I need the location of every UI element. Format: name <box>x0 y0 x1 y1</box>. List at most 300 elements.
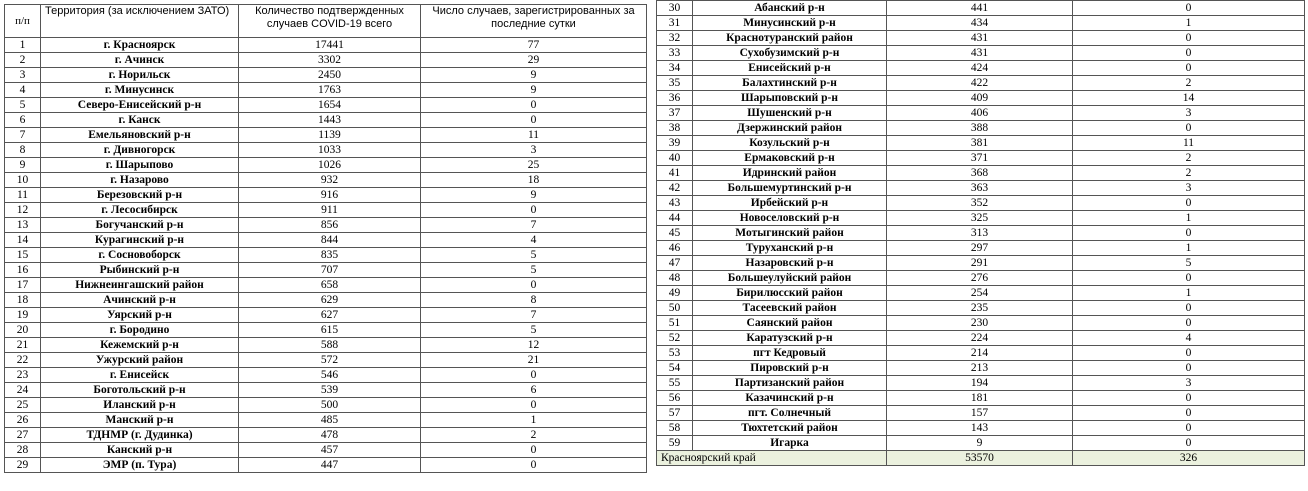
last-day-count: 29 <box>421 53 647 68</box>
row-number: 35 <box>657 76 693 91</box>
territory-name: г. Дивногорск <box>41 143 239 158</box>
table-row <box>657 331 1305 346</box>
last-day-count: 9 <box>421 188 647 203</box>
table-row <box>5 308 647 323</box>
last-day-count: 0 <box>421 98 647 113</box>
row-number: 53 <box>657 346 693 361</box>
table-row <box>5 458 647 473</box>
confirmed-total: 431 <box>887 46 1073 61</box>
table-row <box>657 421 1305 436</box>
confirmed-total: 214 <box>887 346 1073 361</box>
row-number: 5 <box>5 98 41 113</box>
confirmed-total: 1763 <box>239 83 421 98</box>
row-number: 6 <box>5 113 41 128</box>
row-number: 56 <box>657 391 693 406</box>
last-day-count: 9 <box>421 83 647 98</box>
territory-name: Иланский р-н <box>41 398 239 413</box>
last-day-count: 9 <box>421 68 647 83</box>
header-last-day: Число случаев, зарегистрированных за последние сутки <box>421 5 647 38</box>
territory-name: Тасеевский район <box>693 301 887 316</box>
table-row <box>657 346 1305 361</box>
territory-name: Боготольский р-н <box>41 383 239 398</box>
table-row <box>657 406 1305 421</box>
confirmed-total: 422 <box>887 76 1073 91</box>
row-number: 57 <box>657 406 693 421</box>
table-row <box>5 353 647 368</box>
last-day-count: 77 <box>421 38 647 53</box>
territory-name: Каратузский р-н <box>693 331 887 346</box>
territory-name: г. Ачинск <box>41 53 239 68</box>
territory-name: Дзержинский район <box>693 121 887 136</box>
last-day-count: 4 <box>421 233 647 248</box>
confirmed-total: 388 <box>887 121 1073 136</box>
territory-name: Саянский район <box>693 316 887 331</box>
confirmed-total: 291 <box>887 256 1073 271</box>
territory-name: ТДНМР (г. Дудинка) <box>41 428 239 443</box>
table-row <box>5 113 647 128</box>
confirmed-total: 2450 <box>239 68 421 83</box>
territory-name: Новоселовский р-н <box>693 211 887 226</box>
table-row <box>5 83 647 98</box>
last-day-count: 0 <box>1073 301 1305 316</box>
confirmed-total: 143 <box>887 421 1073 436</box>
row-number: 34 <box>657 61 693 76</box>
last-day-count: 0 <box>1073 271 1305 286</box>
last-day-count: 7 <box>421 308 647 323</box>
last-day-count: 11 <box>1073 136 1305 151</box>
confirmed-total: 9 <box>887 436 1073 451</box>
confirmed-total: 313 <box>887 226 1073 241</box>
row-number: 55 <box>657 376 693 391</box>
row-number: 4 <box>5 83 41 98</box>
confirmed-total: 297 <box>887 241 1073 256</box>
row-number: 51 <box>657 316 693 331</box>
table-row <box>5 53 647 68</box>
last-day-count: 0 <box>1073 316 1305 331</box>
territory-name: Минусинский р-н <box>693 16 887 31</box>
row-number: 58 <box>657 421 693 436</box>
confirmed-total: 368 <box>887 166 1073 181</box>
table-row <box>5 128 647 143</box>
territory-name: Игарка <box>693 436 887 451</box>
last-day-count: 3 <box>1073 376 1305 391</box>
territory-name: Енисейский р-н <box>693 61 887 76</box>
confirmed-total: 629 <box>239 293 421 308</box>
territory-name: г. Минусинск <box>41 83 239 98</box>
territory-name: ЭМР (п. Тура) <box>41 458 239 473</box>
total-confirmed: 53570 <box>887 451 1073 466</box>
confirmed-total: 911 <box>239 203 421 218</box>
header-row <box>5 5 647 38</box>
confirmed-total: 17441 <box>239 38 421 53</box>
last-day-count: 7 <box>421 218 647 233</box>
confirmed-total: 254 <box>887 286 1073 301</box>
row-number: 29 <box>5 458 41 473</box>
row-number: 12 <box>5 203 41 218</box>
territory-name: г. Норильск <box>41 68 239 83</box>
territory-name: Тюхтетский район <box>693 421 887 436</box>
table-row <box>657 301 1305 316</box>
last-day-count: 0 <box>1073 436 1305 451</box>
row-number: 45 <box>657 226 693 241</box>
table-row <box>657 76 1305 91</box>
table-row <box>657 61 1305 76</box>
last-day-count: 0 <box>1073 391 1305 406</box>
row-number: 22 <box>5 353 41 368</box>
last-day-count: 5 <box>421 263 647 278</box>
territory-name: Северо-Енисейский р-н <box>41 98 239 113</box>
territory-name: Рыбинский р-н <box>41 263 239 278</box>
last-day-count: 6 <box>421 383 647 398</box>
row-number: 25 <box>5 398 41 413</box>
table-row <box>657 361 1305 376</box>
row-number: 18 <box>5 293 41 308</box>
confirmed-total: 424 <box>887 61 1073 76</box>
last-day-count: 0 <box>1073 406 1305 421</box>
confirmed-total: 441 <box>887 1 1073 16</box>
territory-name: Курагинский р-н <box>41 233 239 248</box>
row-number: 37 <box>657 106 693 121</box>
row-number: 11 <box>5 188 41 203</box>
territory-name: Бирилюсский район <box>693 286 887 301</box>
row-number: 24 <box>5 383 41 398</box>
last-day-count: 1 <box>421 413 647 428</box>
confirmed-total: 539 <box>239 383 421 398</box>
territory-name: Сухобузимский р-н <box>693 46 887 61</box>
total-row <box>657 451 1305 466</box>
row-number: 40 <box>657 151 693 166</box>
table-row <box>657 151 1305 166</box>
territory-name: пгт Кедровый <box>693 346 887 361</box>
confirmed-total: 1026 <box>239 158 421 173</box>
table-row <box>5 188 647 203</box>
confirmed-total: 1654 <box>239 98 421 113</box>
table-row <box>657 226 1305 241</box>
territory-name: Ирбейский р-н <box>693 196 887 211</box>
table-row <box>5 38 647 53</box>
table-row <box>5 158 647 173</box>
row-number: 21 <box>5 338 41 353</box>
table-row <box>657 181 1305 196</box>
table-row <box>657 271 1305 286</box>
row-number: 46 <box>657 241 693 256</box>
row-number: 28 <box>5 443 41 458</box>
territory-name: Богучанский р-н <box>41 218 239 233</box>
table-row <box>657 196 1305 211</box>
last-day-count: 0 <box>1073 361 1305 376</box>
territory-name: г. Шарыпово <box>41 158 239 173</box>
territory-name: Ачинский р-н <box>41 293 239 308</box>
table-row <box>5 323 647 338</box>
confirmed-total: 213 <box>887 361 1073 376</box>
last-day-count: 1 <box>1073 241 1305 256</box>
territory-name: Нижнеингашский район <box>41 278 239 293</box>
confirmed-total: 352 <box>887 196 1073 211</box>
table-row <box>5 368 647 383</box>
territory-name: Пировский р-н <box>693 361 887 376</box>
confirmed-total: 235 <box>887 301 1073 316</box>
territory-name: Партизанский район <box>693 376 887 391</box>
row-number: 31 <box>657 16 693 31</box>
confirmed-total: 224 <box>887 331 1073 346</box>
territory-name: Ужурский район <box>41 353 239 368</box>
last-day-count: 11 <box>421 128 647 143</box>
table-row <box>657 241 1305 256</box>
confirmed-total: 325 <box>887 211 1073 226</box>
territory-name: Ермаковский р-н <box>693 151 887 166</box>
table-row <box>5 383 647 398</box>
last-day-count: 1 <box>1073 211 1305 226</box>
last-day-count: 0 <box>1073 46 1305 61</box>
last-day-count: 2 <box>1073 151 1305 166</box>
last-day-count: 18 <box>421 173 647 188</box>
territory-name: пгт. Солнечный <box>693 406 887 421</box>
table-row <box>5 68 647 83</box>
table-row <box>5 143 647 158</box>
territory-name: Мотыгинский район <box>693 226 887 241</box>
last-day-count: 3 <box>1073 106 1305 121</box>
territory-name: г. Назарово <box>41 173 239 188</box>
confirmed-total: 707 <box>239 263 421 278</box>
last-day-count: 2 <box>421 428 647 443</box>
row-number: 9 <box>5 158 41 173</box>
row-number: 2 <box>5 53 41 68</box>
table-row <box>5 398 647 413</box>
row-number: 36 <box>657 91 693 106</box>
confirmed-total: 276 <box>887 271 1073 286</box>
confirmed-total: 157 <box>887 406 1073 421</box>
last-day-count: 12 <box>421 338 647 353</box>
row-number: 48 <box>657 271 693 286</box>
last-day-count: 5 <box>421 323 647 338</box>
row-number: 15 <box>5 248 41 263</box>
table-row <box>5 173 647 188</box>
row-number: 13 <box>5 218 41 233</box>
confirmed-total: 658 <box>239 278 421 293</box>
row-number: 54 <box>657 361 693 376</box>
covid-table-left <box>4 4 647 473</box>
table-row <box>5 428 647 443</box>
last-day-count: 0 <box>1073 61 1305 76</box>
confirmed-total: 409 <box>887 91 1073 106</box>
row-number: 32 <box>657 31 693 46</box>
table-row <box>657 166 1305 181</box>
table-row <box>5 338 647 353</box>
table-row <box>657 46 1305 61</box>
covid-table-right <box>656 0 1305 466</box>
confirmed-total: 381 <box>887 136 1073 151</box>
table-row <box>657 436 1305 451</box>
territory-name: Кежемский р-н <box>41 338 239 353</box>
confirmed-total: 856 <box>239 218 421 233</box>
table-row <box>5 218 647 233</box>
row-number: 39 <box>657 136 693 151</box>
territory-name: Большеулуйский район <box>693 271 887 286</box>
confirmed-total: 1139 <box>239 128 421 143</box>
territory-name: г. Канск <box>41 113 239 128</box>
confirmed-total: 230 <box>887 316 1073 331</box>
confirmed-total: 916 <box>239 188 421 203</box>
last-day-count: 0 <box>421 368 647 383</box>
table-row <box>657 211 1305 226</box>
last-day-count: 0 <box>421 443 647 458</box>
row-number: 16 <box>5 263 41 278</box>
row-number: 23 <box>5 368 41 383</box>
territory-name: Идринский район <box>693 166 887 181</box>
last-day-count: 0 <box>421 113 647 128</box>
table-row <box>5 233 647 248</box>
table-row <box>657 391 1305 406</box>
confirmed-total: 615 <box>239 323 421 338</box>
last-day-count: 0 <box>421 203 647 218</box>
table-row <box>657 136 1305 151</box>
total-last-day: 326 <box>1073 451 1305 466</box>
row-number: 52 <box>657 331 693 346</box>
territory-name: Березовский р-н <box>41 188 239 203</box>
confirmed-total: 457 <box>239 443 421 458</box>
row-number: 10 <box>5 173 41 188</box>
last-day-count: 4 <box>1073 331 1305 346</box>
territory-name: Назаровский р-н <box>693 256 887 271</box>
table-row <box>657 1 1305 16</box>
table-row <box>657 376 1305 391</box>
row-number: 3 <box>5 68 41 83</box>
last-day-count: 0 <box>1073 31 1305 46</box>
last-day-count: 0 <box>421 398 647 413</box>
confirmed-total: 500 <box>239 398 421 413</box>
territory-name: г. Енисейск <box>41 368 239 383</box>
confirmed-total: 434 <box>887 16 1073 31</box>
last-day-count: 0 <box>1073 196 1305 211</box>
territory-name: Манский р-н <box>41 413 239 428</box>
total-region-name: Красноярский край <box>657 451 887 466</box>
last-day-count: 0 <box>1073 121 1305 136</box>
territory-name: г. Лесосибирск <box>41 203 239 218</box>
territory-name: Казачинский р-н <box>693 391 887 406</box>
last-day-count: 21 <box>421 353 647 368</box>
territory-name: г. Сосновоборск <box>41 248 239 263</box>
territory-name: г. Бородино <box>41 323 239 338</box>
row-number: 43 <box>657 196 693 211</box>
confirmed-total: 181 <box>887 391 1073 406</box>
table-row <box>5 248 647 263</box>
row-number: 30 <box>657 1 693 16</box>
table-row <box>657 106 1305 121</box>
last-day-count: 1 <box>1073 286 1305 301</box>
last-day-count: 1 <box>1073 16 1305 31</box>
last-day-count: 5 <box>421 248 647 263</box>
territory-name: Уярский р-н <box>41 308 239 323</box>
territory-name: г. Красноярск <box>41 38 239 53</box>
table-row <box>5 263 647 278</box>
table-row <box>5 278 647 293</box>
last-day-count: 0 <box>1073 346 1305 361</box>
table-row <box>5 98 647 113</box>
table-row <box>657 91 1305 106</box>
confirmed-total: 572 <box>239 353 421 368</box>
table-row <box>5 293 647 308</box>
row-number: 42 <box>657 181 693 196</box>
last-day-count: 0 <box>421 278 647 293</box>
confirmed-total: 431 <box>887 31 1073 46</box>
confirmed-total: 546 <box>239 368 421 383</box>
last-day-count: 3 <box>1073 181 1305 196</box>
row-number: 44 <box>657 211 693 226</box>
territory-name: Балахтинский р-н <box>693 76 887 91</box>
table-row <box>5 443 647 458</box>
last-day-count: 0 <box>1073 1 1305 16</box>
confirmed-total: 447 <box>239 458 421 473</box>
table-row <box>657 31 1305 46</box>
confirmed-total: 627 <box>239 308 421 323</box>
row-number: 38 <box>657 121 693 136</box>
confirmed-total: 478 <box>239 428 421 443</box>
row-number: 8 <box>5 143 41 158</box>
confirmed-total: 363 <box>887 181 1073 196</box>
confirmed-total: 406 <box>887 106 1073 121</box>
last-day-count: 0 <box>1073 226 1305 241</box>
row-number: 20 <box>5 323 41 338</box>
last-day-count: 0 <box>421 458 647 473</box>
confirmed-total: 1443 <box>239 113 421 128</box>
territory-name: Шарыповский р-н <box>693 91 887 106</box>
confirmed-total: 588 <box>239 338 421 353</box>
territory-name: Канский р-н <box>41 443 239 458</box>
header-confirmed: Количество подтвержденных случаев COVID-19 всего <box>239 5 421 38</box>
row-number: 27 <box>5 428 41 443</box>
last-day-count: 5 <box>1073 256 1305 271</box>
last-day-count: 8 <box>421 293 647 308</box>
last-day-count: 0 <box>1073 421 1305 436</box>
header-territory: Территория (за исключением ЗАТО) <box>41 5 239 38</box>
last-day-count: 25 <box>421 158 647 173</box>
territory-name: Туруханский р-н <box>693 241 887 256</box>
table-row <box>657 16 1305 31</box>
row-number: 26 <box>5 413 41 428</box>
confirmed-total: 844 <box>239 233 421 248</box>
row-number: 14 <box>5 233 41 248</box>
territory-name: Козульский р-н <box>693 136 887 151</box>
last-day-count: 14 <box>1073 91 1305 106</box>
territory-name: Емельяновский р-н <box>41 128 239 143</box>
row-number: 49 <box>657 286 693 301</box>
table-row <box>5 203 647 218</box>
territory-name: Абанский р-н <box>693 1 887 16</box>
confirmed-total: 835 <box>239 248 421 263</box>
last-day-count: 3 <box>421 143 647 158</box>
table-row <box>657 286 1305 301</box>
header-num: п/п <box>5 5 41 38</box>
table-row <box>5 413 647 428</box>
confirmed-total: 485 <box>239 413 421 428</box>
row-number: 59 <box>657 436 693 451</box>
table-row <box>657 316 1305 331</box>
confirmed-total: 3302 <box>239 53 421 68</box>
confirmed-total: 371 <box>887 151 1073 166</box>
territory-name: Большемуртинский р-н <box>693 181 887 196</box>
confirmed-total: 932 <box>239 173 421 188</box>
territory-name: Шушенский р-н <box>693 106 887 121</box>
row-number: 50 <box>657 301 693 316</box>
confirmed-total: 1033 <box>239 143 421 158</box>
table-row <box>657 121 1305 136</box>
table-row <box>657 256 1305 271</box>
row-number: 41 <box>657 166 693 181</box>
row-number: 7 <box>5 128 41 143</box>
last-day-count: 2 <box>1073 76 1305 91</box>
confirmed-total: 194 <box>887 376 1073 391</box>
row-number: 47 <box>657 256 693 271</box>
